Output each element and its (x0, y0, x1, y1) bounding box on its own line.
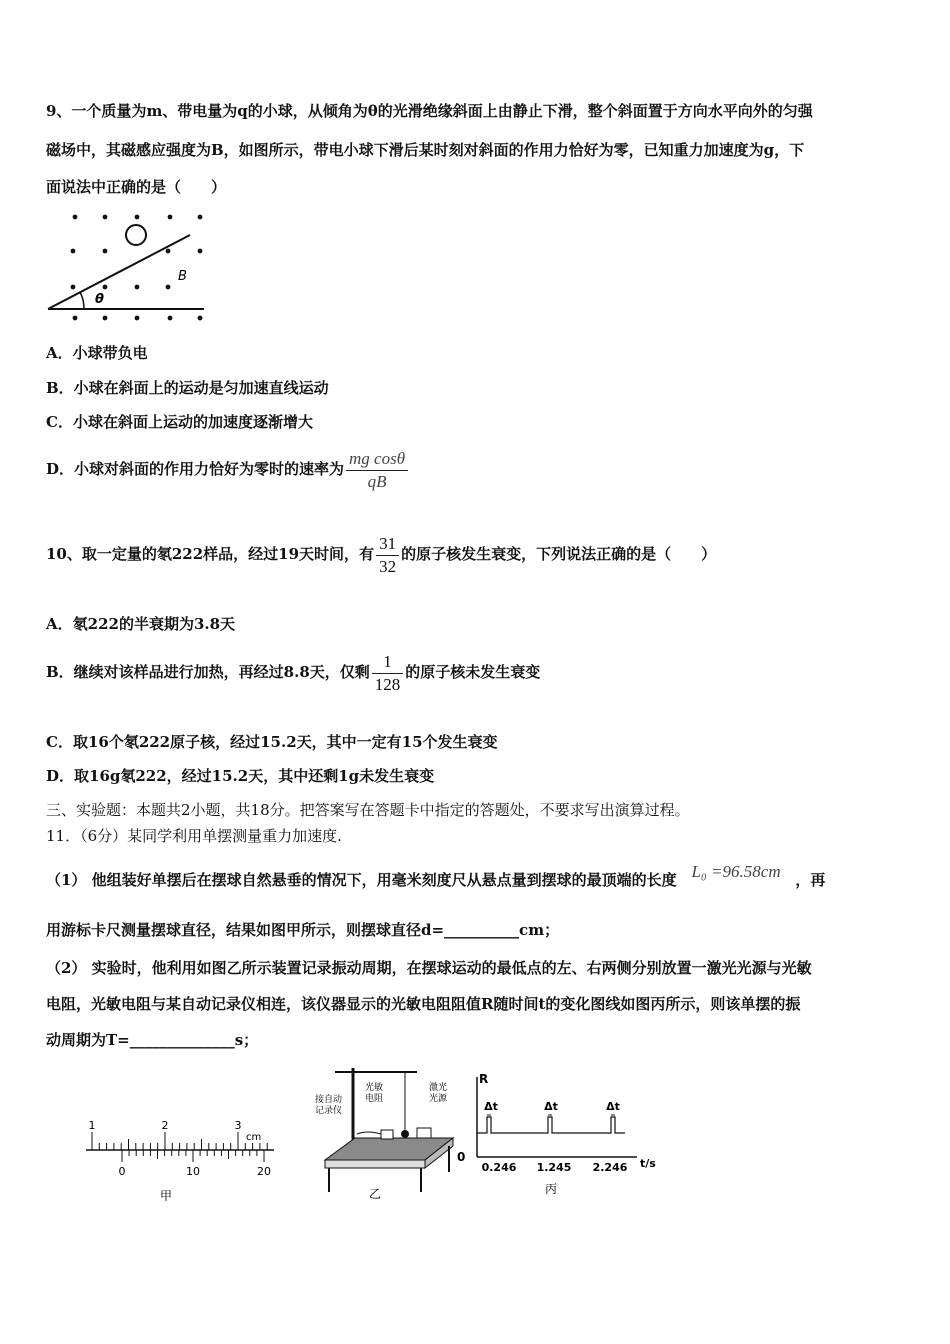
q11-stem: 11．（6分）某同学利用单摆测量重力加速度. (46, 827, 342, 845)
section-3-heading: 三、实验题：本题共2小题，共18分。把答案写在答题卡中指定的答题处，不要求写出演算过程。 (46, 801, 690, 819)
q9-option-c: C．小球在斜面上运动的加速度逐渐增大 (46, 413, 313, 431)
q10-fraction (376, 533, 399, 578)
fraction-numerator: 31 (376, 533, 399, 556)
q10-stem (46, 530, 716, 578)
q9-option-d-text: D．小球对斜面的作用力恰好为零时的速率为 (46, 460, 345, 478)
angle-arc (80, 292, 84, 309)
q11-part1-pre: （1） 他组装好单摆后在摆球自然悬垂的情况下，用毫米刻度尺从悬点量到摆球的最顶端的长度 (46, 871, 677, 889)
table-edge (325, 1160, 425, 1168)
fraction-numerator: mg cosθ (346, 448, 408, 471)
q11-part2-line1: （2） 实验时，他利用如图乙所示装置记录振动周期，在摆球运动的最低点的左、右两侧分别放置一激光光源与光敏 (46, 959, 812, 977)
q11-part1-line1 (46, 862, 826, 890)
fraction-denominator: 128 (374, 674, 401, 694)
q10-option-b-post: 的原子核未发生衰变 (405, 663, 541, 681)
q10-option-d: D．取16g氡222，经过15.2天，其中还剩1g未发生衰变 (46, 767, 435, 785)
q9-stem-line1: 9、一个质量为m、带电量为q的小球，从倾角为θ的光滑绝缘斜面上由静止下滑，整个斜面置于方向水平向外的匀强 (46, 102, 813, 120)
label-laser-2: 光源 (429, 1094, 448, 1104)
vernier-label-10: 10 (186, 1165, 200, 1178)
theta-label: θ (95, 292, 104, 307)
fig-bing-caption: 丙 (544, 1182, 558, 1196)
vernier-label-0: 0 (118, 1165, 126, 1178)
main-scale-label-1: 1 (88, 1119, 96, 1132)
axis-y-label: R (479, 1072, 489, 1086)
label-photo-1: 光敏 (365, 1083, 384, 1093)
incline-line (48, 235, 190, 309)
origin-label: 0 (457, 1150, 466, 1164)
q9-option-d (46, 445, 410, 493)
laser-source (417, 1128, 431, 1138)
fraction-denominator: qB (367, 471, 387, 491)
q9-option-d-fraction (346, 448, 408, 493)
fig-jia-caption: 甲 (159, 1189, 173, 1203)
fig-yi-caption: 乙 (368, 1187, 382, 1201)
time-label-1: 0.246 (481, 1161, 517, 1174)
q11-part1-line2: 用游标卡尺测量摆球直径，结果如图甲所示，则摆球直径d=__________cm； (46, 921, 560, 939)
q10-option-b-fraction (372, 651, 404, 696)
q10-option-c: C．取16个氡222原子核，经过15.2天，其中一定有15个发生衰变 (46, 733, 498, 751)
q11-part1-post: ，再 (795, 871, 826, 889)
axis-x-label: t/s (640, 1157, 656, 1170)
ball (126, 225, 146, 245)
delta-t-label-3: Δt (606, 1100, 620, 1113)
q10-stem-pre: 10、取一定量的氡222样品，经过19天时间，有 (46, 545, 375, 563)
magnetic-field-dots (71, 215, 203, 321)
q11-part2-line3: 动周期为T=______________s； (46, 1031, 259, 1049)
label-recorder-1: 接自动 (315, 1095, 343, 1105)
label-photo-2: 电阻 (365, 1094, 384, 1104)
q10-stem-post: 的原子核发生衰变，下列说法正确的是（ ） (401, 545, 717, 563)
fig-jia-vernier (80, 1118, 280, 1208)
time-label-3: 2.246 (592, 1161, 628, 1174)
b-label: B (178, 269, 187, 284)
q9-option-a: A．小球带负电 (46, 344, 148, 362)
label-recorder-2: 记录仪 (315, 1106, 343, 1116)
fraction-denominator: 32 (379, 556, 397, 576)
vernier-label-20: 20 (257, 1165, 271, 1178)
resistance-curve (477, 1117, 625, 1133)
main-scale-ticks (92, 1132, 267, 1150)
q11-part2-line2: 电阻，光敏电阻与某自动记录仪相连，该仪器显示的光敏电阻阻值R随时间t的变化图线如图丙所示，则该单摆的振 (46, 995, 801, 1013)
q9-stem-line3: 面说法中正确的是（ ） (46, 178, 227, 196)
main-scale-label-3: 3 (234, 1119, 242, 1132)
q9-incline-figure (40, 205, 220, 330)
q9-option-b: B．小球在斜面上的运动是匀加速直线运动 (46, 379, 329, 397)
delta-t-label-1: Δt (484, 1100, 498, 1113)
q11-part1-formula: L₀ =96.58cm (691, 862, 781, 881)
q10-option-b (46, 648, 540, 696)
delta-t-label-2: Δt (544, 1100, 558, 1113)
recorder-wire (357, 1132, 381, 1134)
vernier-scale-ticks (122, 1150, 264, 1162)
fraction-numerator: 1 (372, 651, 404, 674)
fig-yi-apparatus (305, 1060, 465, 1205)
q10-option-a: A．氡222的半衰期为3.8天 (46, 615, 236, 633)
time-label-2: 1.245 (536, 1161, 572, 1174)
label-laser-1: 激光 (429, 1083, 448, 1093)
fig-bing-rt-graph (455, 1065, 670, 1205)
pendulum-bob (401, 1130, 409, 1138)
main-scale-label-2: 2 (161, 1119, 169, 1132)
q9-stem-line2: 磁场中，其磁感应强度为B，如图所示，带电小球下滑后某时刻对斜面的作用力恰好为零，已知重力加速度为g，下 (46, 141, 805, 159)
photoresistor (381, 1130, 393, 1139)
q10-option-b-pre: B．继续对该样品进行加热，再经过8.8天，仅剩 (46, 663, 370, 681)
unit-label: cm (246, 1132, 262, 1143)
